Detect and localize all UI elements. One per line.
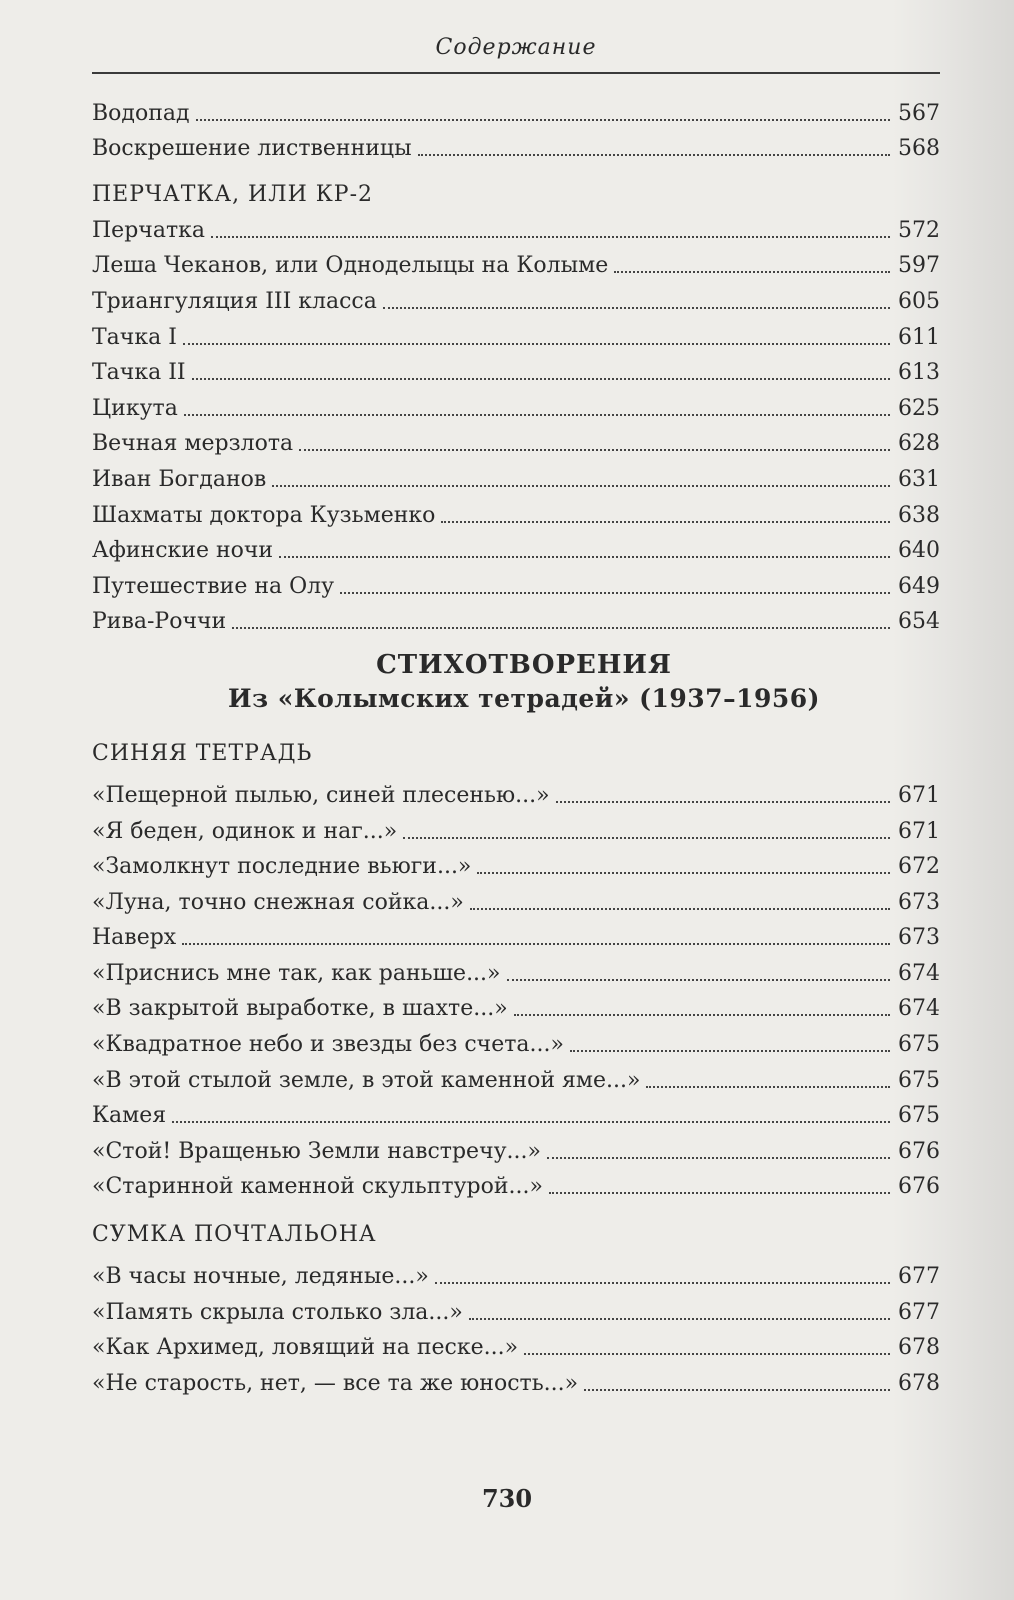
toc-entry (92, 387, 940, 423)
toc-entry (92, 810, 940, 846)
dot-leader (272, 485, 890, 487)
entry-page: 631 (898, 466, 940, 492)
entry-title: Иван Богданов (92, 466, 267, 492)
header-title: Содержание (435, 35, 597, 60)
entry-title: Камея (92, 1103, 167, 1129)
dot-leader (403, 837, 890, 839)
dot-leader (477, 872, 890, 874)
entry-title: «Не старость, нет, — все та же юность...» (92, 1370, 579, 1396)
entry-page: 671 (898, 818, 940, 844)
entry-title: «Замолкнут последние вьюги...» (92, 854, 472, 880)
toc-entry (92, 565, 940, 601)
entry-page: 625 (898, 395, 940, 421)
entry-page: 673 (898, 889, 940, 915)
entry-page: 675 (898, 1103, 940, 1129)
entry-title: «Приснись мне так, как раньше...» (92, 960, 501, 986)
entry-title: «Стой! Вращенью Земли навстречу...» (92, 1138, 541, 1164)
entry-page: 640 (898, 538, 940, 564)
dot-leader (183, 343, 890, 345)
entry-title: Перчатка (92, 217, 205, 243)
entry-title: Афинские ночи (92, 538, 274, 564)
entry-title: Цикута (92, 395, 178, 421)
dot-leader (507, 979, 890, 981)
toc-entry (92, 952, 940, 988)
dot-leader (549, 1192, 890, 1194)
entry-page: 638 (898, 502, 940, 528)
toc-entry (92, 774, 940, 810)
entry-title: Триангуляция III класса (92, 288, 377, 314)
entry-title: Шахматы доктора Кузьменко (92, 502, 436, 528)
entry-page: 678 (898, 1335, 940, 1361)
entry-title: «Квадратное небо и звезды без счета...» (92, 1032, 564, 1058)
dot-leader (435, 1282, 890, 1284)
dot-leader (211, 236, 890, 238)
toc-entry (92, 1255, 940, 1291)
toc-entry (92, 494, 940, 530)
dot-leader (469, 1318, 890, 1320)
dot-leader (614, 271, 890, 273)
part-heading: СТИХОТВОРЕНИЯ (376, 650, 672, 681)
toc-group-continued (92, 92, 940, 163)
dot-leader (584, 1389, 890, 1391)
section-title-sumka-pochtalona: СУМКА ПОЧТАЛЬОНА (92, 1222, 377, 1248)
toc-entry (92, 280, 940, 316)
toc-entry (92, 1130, 940, 1166)
dot-leader (196, 119, 890, 121)
running-header (92, 28, 940, 74)
entry-page: 572 (898, 217, 940, 243)
toc-entry (92, 92, 940, 128)
part-subheading: Из «Колымских тетрадей» (1937–1956) (228, 684, 820, 714)
entry-title: «Пещерной пылью, синей плесенью...» (92, 782, 550, 808)
entry-title: «В этой стылой земле, в этой каменной яме...» (92, 1067, 641, 1093)
toc-entry (92, 530, 940, 566)
entry-title: «Старинной каменной скульптурой...» (92, 1174, 543, 1200)
poems-heading-block (92, 648, 940, 716)
dot-leader (524, 1353, 890, 1355)
entry-page: 677 (898, 1264, 940, 1290)
dot-leader (383, 307, 890, 309)
dot-leader (340, 592, 890, 594)
dot-leader (184, 414, 890, 416)
toc-group-perchatka (92, 209, 940, 636)
dot-leader (646, 1086, 890, 1088)
toc-entry (92, 1166, 940, 1202)
entry-title: «Как Архимед, ловящий на песке...» (92, 1335, 519, 1361)
entry-page: 567 (898, 100, 940, 126)
entry-page: 613 (898, 360, 940, 386)
dot-leader (418, 154, 890, 156)
entry-page: 677 (898, 1299, 940, 1325)
entry-title: Водопад (92, 100, 190, 126)
toc-group-sinyaya-tetrad (92, 774, 940, 1201)
entry-page: 597 (898, 253, 940, 279)
page-number: 730 (481, 1484, 533, 1513)
entry-title: Леша Чеканов, или Одноделыцы на Колыме (92, 253, 609, 279)
toc-entry (92, 1291, 940, 1327)
dot-leader (556, 801, 890, 803)
toc-entry (92, 352, 940, 388)
toc-entry (92, 245, 940, 281)
entry-title: «Луна, точно снежная сойка...» (92, 889, 464, 915)
entry-title: «В часы ночные, ледяные...» (92, 1264, 429, 1290)
dot-leader (182, 943, 890, 945)
dot-leader (232, 627, 890, 629)
entry-page: 672 (898, 854, 940, 880)
entry-page: 568 (898, 136, 940, 162)
dot-leader (547, 1157, 890, 1159)
entry-page: 676 (898, 1174, 940, 1200)
entry-title: Наверх (92, 925, 177, 951)
entry-title: Тачка I (92, 324, 177, 350)
toc-entry (92, 988, 940, 1024)
entry-title: Рива-Роччи (92, 609, 227, 635)
section-title-perchatka: ПЕРЧАТКА, ИЛИ КР-2 (92, 182, 374, 208)
entry-title: «В закрытой выработке, в шахте...» (92, 996, 508, 1022)
entry-title: Путешествие на Олу (92, 573, 335, 599)
table-of-contents (92, 92, 940, 1398)
toc-entry (92, 1362, 940, 1398)
entry-page: 605 (898, 288, 940, 314)
dot-leader (470, 908, 890, 910)
entry-page: 671 (898, 782, 940, 808)
toc-entry (92, 1095, 940, 1131)
toc-entry (92, 423, 940, 459)
entry-page: 676 (898, 1138, 940, 1164)
entry-page: 674 (898, 960, 940, 986)
entry-title: Воскрешение лиственницы (92, 136, 412, 162)
toc-entry (92, 128, 940, 164)
entry-page: 678 (898, 1370, 940, 1396)
toc-entry (92, 1327, 940, 1363)
entry-page: 674 (898, 996, 940, 1022)
toc-entry (92, 1023, 940, 1059)
entry-page: 649 (898, 573, 940, 599)
entry-title: Вечная мерзлота (92, 431, 294, 457)
toc-entry (92, 458, 940, 494)
entry-page: 675 (898, 1032, 940, 1058)
dot-leader (192, 378, 890, 380)
entry-title: «Память скрыла столько зла...» (92, 1299, 463, 1325)
entry-title: «Я беден, одинок и наг...» (92, 818, 398, 844)
dot-leader (570, 1050, 890, 1052)
dot-leader (299, 449, 890, 451)
toc-entry (92, 846, 940, 882)
toc-entry (92, 209, 940, 245)
dot-leader (514, 1014, 890, 1016)
dot-leader (172, 1121, 890, 1123)
toc-group-sumka-pochtalona (92, 1255, 940, 1397)
dot-leader (441, 521, 890, 523)
toc-entry (92, 601, 940, 637)
entry-page: 675 (898, 1067, 940, 1093)
entry-page: 611 (898, 324, 940, 350)
section-title-sinyaya-tetrad: СИНЯЯ ТЕТРАДЬ (92, 741, 313, 767)
dot-leader (279, 556, 890, 558)
entry-page: 628 (898, 431, 940, 457)
entry-page: 673 (898, 925, 940, 951)
entry-page: 654 (898, 609, 940, 635)
toc-entry (92, 1059, 940, 1095)
toc-entry (92, 881, 940, 917)
toc-entry (92, 917, 940, 953)
toc-entry (92, 316, 940, 352)
entry-title: Тачка II (92, 360, 186, 386)
